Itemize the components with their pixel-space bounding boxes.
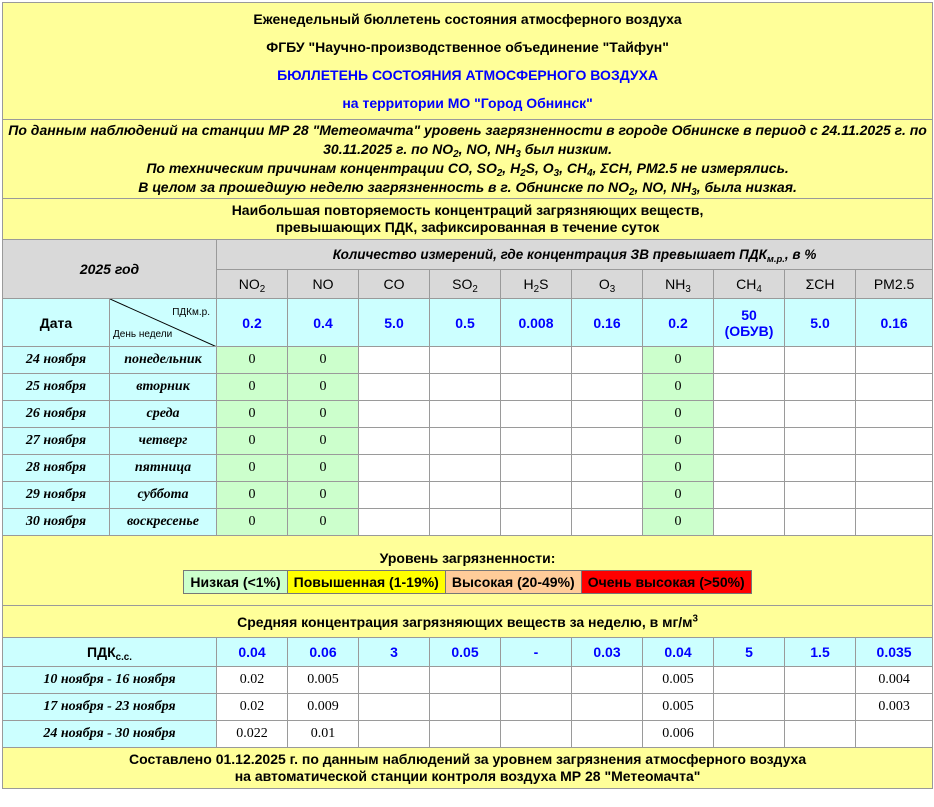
day-value-cell: 0 [288, 455, 359, 482]
footer-line-2: на автоматической станции контроля воздуха МР 28 "Метеомачта" [234, 768, 701, 784]
day-value-cell [856, 401, 933, 428]
weekly-value-cell [359, 721, 430, 748]
day-row [3, 401, 933, 428]
legend-level: Низкая (<1%) [184, 570, 287, 593]
pollutant-header: $NH_3$ [643, 270, 714, 299]
weekly-period: 24 ноября - 30 ноября [3, 721, 217, 748]
weekly-value-cell [430, 667, 501, 694]
pdk-ss-value: 0.03 [572, 638, 643, 667]
weekly-value-cell [359, 667, 430, 694]
day-row [3, 374, 933, 401]
territory-name: на территории МО "Город Обнинск" [342, 95, 593, 111]
pdk-ss-value: 3 [359, 638, 430, 667]
day-value-cell [572, 455, 643, 482]
pollutant-header: $H_2S$ [501, 270, 572, 299]
day-date: 30 ноября [3, 509, 110, 536]
day-weekday: суббота [110, 482, 217, 509]
date-column-header: Дата [3, 299, 110, 347]
day-value-cell [572, 374, 643, 401]
day-row [3, 509, 933, 536]
day-value-cell: 0 [288, 482, 359, 509]
bulletin-title: БЮЛЛЕТЕНЬ СОСТОЯНИЯ АТМОСФЕРНОГО ВОЗДУХА [277, 67, 659, 83]
pdk-mr-value: 0.5 [430, 299, 501, 347]
day-value-cell [785, 455, 856, 482]
weekly-value-cell: 0.02 [217, 667, 288, 694]
pdk-mr-value: 0.16 [572, 299, 643, 347]
summary-line-3: В целом за прошедшую неделю загрязненность в г. Обнинске по $NO_2$, NO, $NH_3$, была низкая. [138, 179, 797, 198]
diag-pdk-label: ПДКм.р. [172, 307, 210, 318]
weekly-value-cell [359, 694, 430, 721]
weekly-value-cell: 0.005 [643, 694, 714, 721]
pollutant-header: NO [288, 270, 359, 299]
pdk-mr-value: 0.2 [217, 299, 288, 347]
day-weekday: четверг [110, 428, 217, 455]
day-value-cell: 0 [643, 455, 714, 482]
day-value-cell: 0 [288, 428, 359, 455]
day-weekday: понедельник [110, 347, 217, 374]
pdk-mr-value: 5.0 [359, 299, 430, 347]
weekly-value-cell [785, 667, 856, 694]
day-value-cell [785, 401, 856, 428]
day-value-cell [714, 401, 785, 428]
day-value-cell [359, 482, 430, 509]
day-value-cell: 0 [288, 347, 359, 374]
day-value-cell [785, 509, 856, 536]
weekly-value-cell [501, 667, 572, 694]
weekly-period: 10 ноября - 16 ноября [3, 667, 217, 694]
pdk-mr-value: 50 (ОБУВ) [714, 299, 785, 347]
day-value-cell [501, 455, 572, 482]
day-date: 29 ноября [3, 482, 110, 509]
day-value-cell: 0 [217, 455, 288, 482]
day-value-cell [785, 428, 856, 455]
weekly-value-cell [572, 667, 643, 694]
legend-level: Высокая (20-49%) [445, 570, 581, 593]
bulletin-subtitle: Еженедельный бюллетень состояния атмосферного воздуха [253, 11, 682, 27]
day-value-cell [430, 455, 501, 482]
day-date: 25 ноября [3, 374, 110, 401]
weekly-value-cell: 0.009 [288, 694, 359, 721]
day-weekday: вторник [110, 374, 217, 401]
diag-weekday-label: День недели [113, 329, 173, 340]
day-value-cell [359, 347, 430, 374]
weekly-value-cell: 0.022 [217, 721, 288, 748]
day-value-cell: 0 [217, 401, 288, 428]
day-value-cell [359, 401, 430, 428]
weekly-value-cell: 0.003 [856, 694, 933, 721]
pollution-level-title: Уровень загрязненности: [379, 549, 556, 566]
weekly-value-cell [430, 721, 501, 748]
day-row [3, 347, 933, 374]
day-value-cell [430, 347, 501, 374]
pollutant-header: $CH_4$ [714, 270, 785, 299]
day-value-cell [714, 428, 785, 455]
pollutant-header: PM2.5 [856, 270, 933, 299]
weekly-row [3, 694, 933, 721]
frequency-title [3, 199, 933, 240]
day-row [3, 428, 933, 455]
day-value-cell [359, 428, 430, 455]
day-value-cell: 0 [643, 401, 714, 428]
pdk-ss-value: 0.04 [217, 638, 288, 667]
pdk-ss-value: 0.05 [430, 638, 501, 667]
day-value-cell: 0 [288, 509, 359, 536]
summary-line-1: По данным наблюдений на станции МР 28 "Метеомачта" уровень загрязненности в городе Обнинске в период с 24.11.2025 г. по 30.11.2025 г. по $NO_2$, NO, $NH_3$ был низким. [8, 122, 927, 160]
day-value-cell [501, 428, 572, 455]
frequency-title-line-1: Наибольшая повторяемость концентраций загрязняющих веществ, [231, 202, 704, 218]
weekly-value-cell: 0.005 [288, 667, 359, 694]
weekly-value-cell [856, 721, 933, 748]
day-value-cell: 0 [643, 374, 714, 401]
day-value-cell: 0 [643, 428, 714, 455]
day-value-cell [714, 455, 785, 482]
day-value-cell: 0 [217, 482, 288, 509]
weekly-value-cell [714, 694, 785, 721]
frequency-title-line-2: превышающих ПДК, зафиксированная в течение суток [275, 219, 660, 235]
weekly-title: Средняя концентрация загрязняющих веществ за неделю, в $мг/м^3$ [3, 606, 933, 638]
day-value-cell [572, 509, 643, 536]
bulletin-table [2, 2, 933, 789]
day-value-cell [856, 347, 933, 374]
day-date: 28 ноября [3, 455, 110, 482]
day-value-cell [359, 374, 430, 401]
pollution-level-legend [183, 570, 751, 594]
pdk-mr-value: 0.008 [501, 299, 572, 347]
pdk-ss-value: 1.5 [785, 638, 856, 667]
day-row [3, 455, 933, 482]
diagonal-header-cell [110, 299, 217, 347]
weekly-value-cell: 0.02 [217, 694, 288, 721]
day-value-cell [430, 509, 501, 536]
day-value-cell [714, 374, 785, 401]
weekly-row [3, 667, 933, 694]
weekly-value-cell [785, 694, 856, 721]
weekly-value-cell: 0.01 [288, 721, 359, 748]
day-value-cell [430, 428, 501, 455]
pdk-ss-label: $ПДК_{с.с.}$ [3, 638, 217, 667]
pollutant-header: $NO_2$ [217, 270, 288, 299]
weekly-value-cell [501, 694, 572, 721]
weekly-period: 17 ноября - 23 ноября [3, 694, 217, 721]
weekly-row [3, 721, 933, 748]
count-header: Количество измерений, где концентрация ЗВ превышает $ПДК_{м.р.}$, в % [217, 240, 933, 270]
pollutant-header: CO [359, 270, 430, 299]
day-weekday: пятница [110, 455, 217, 482]
day-value-cell: 0 [643, 347, 714, 374]
year-header: 2025 год [3, 240, 217, 299]
day-value-cell: 0 [288, 374, 359, 401]
pdk-ss-value: 0.035 [856, 638, 933, 667]
day-value-cell [501, 347, 572, 374]
weekly-value-cell [785, 721, 856, 748]
day-value-cell [856, 374, 933, 401]
day-value-cell [714, 482, 785, 509]
weekly-value-cell: 0.005 [643, 667, 714, 694]
weekly-value-cell: 0.006 [643, 721, 714, 748]
day-value-cell: 0 [217, 374, 288, 401]
day-value-cell [430, 374, 501, 401]
day-value-cell [785, 374, 856, 401]
day-value-cell [359, 455, 430, 482]
day-value-cell [501, 374, 572, 401]
day-value-cell [359, 509, 430, 536]
day-value-cell [572, 482, 643, 509]
day-value-cell [430, 401, 501, 428]
weekly-value-cell [572, 694, 643, 721]
ch4-obuv-note: (ОБУВ) [724, 322, 774, 339]
day-value-cell [572, 347, 643, 374]
day-value-cell: 0 [288, 401, 359, 428]
day-value-cell [501, 401, 572, 428]
weekly-value-cell [430, 694, 501, 721]
day-value-cell: 0 [643, 509, 714, 536]
weekly-value-cell [714, 721, 785, 748]
day-date: 27 ноября [3, 428, 110, 455]
pdk-ss-value: 0.06 [288, 638, 359, 667]
summary-block [3, 120, 933, 199]
pdk-ss-value: - [501, 638, 572, 667]
pdk-mr-value: 0.2 [643, 299, 714, 347]
day-date: 26 ноября [3, 401, 110, 428]
day-value-cell [785, 347, 856, 374]
footer-block [3, 748, 933, 789]
day-value-cell [856, 455, 933, 482]
day-value-cell: 0 [217, 347, 288, 374]
weekly-value-cell [572, 721, 643, 748]
pollution-level-block [3, 536, 933, 606]
pollutant-header: ΣCH [785, 270, 856, 299]
pollutant-header: $O_3$ [572, 270, 643, 299]
day-value-cell [785, 482, 856, 509]
day-value-cell [714, 347, 785, 374]
footer-line-1: Составлено 01.12.2025 г. по данным наблюдений за уровнем загрязнения атмосферного воздуха [128, 751, 807, 767]
day-value-cell [572, 401, 643, 428]
weekly-value-cell: 0.004 [856, 667, 933, 694]
day-value-cell: 0 [217, 509, 288, 536]
day-value-cell [572, 428, 643, 455]
day-value-cell [430, 482, 501, 509]
pdk-mr-value: 0.16 [856, 299, 933, 347]
weekly-value-cell [714, 667, 785, 694]
pdk-ss-value: 5 [714, 638, 785, 667]
legend-level: Очень высокая (>50%) [581, 570, 751, 593]
pollutant-header: $SO_2$ [430, 270, 501, 299]
day-date: 24 ноября [3, 347, 110, 374]
day-value-cell [856, 428, 933, 455]
day-weekday: воскресенье [110, 509, 217, 536]
day-value-cell [501, 509, 572, 536]
legend-level: Повышенная (1-19%) [287, 570, 445, 593]
day-value-cell [714, 509, 785, 536]
pdk-ss-value: 0.04 [643, 638, 714, 667]
day-weekday: среда [110, 401, 217, 428]
day-value-cell: 0 [217, 428, 288, 455]
weekly-value-cell [501, 721, 572, 748]
day-value-cell [856, 482, 933, 509]
pdk-mr-value: 5.0 [785, 299, 856, 347]
day-value-cell: 0 [643, 482, 714, 509]
bulletin-title-block [3, 3, 933, 120]
pdk-mr-value: 0.4 [288, 299, 359, 347]
summary-line-2: По техническим причинам концентрации CO, $SO_2$, $H_2S$, $O_3$, $CH_4$, ΣCH, PM2.5 не измерялись. [146, 160, 789, 179]
day-row [3, 482, 933, 509]
organization-name: ФГБУ "Научно-производственное объединение "Тайфун" [266, 39, 669, 55]
day-value-cell [501, 482, 572, 509]
day-value-cell [856, 509, 933, 536]
